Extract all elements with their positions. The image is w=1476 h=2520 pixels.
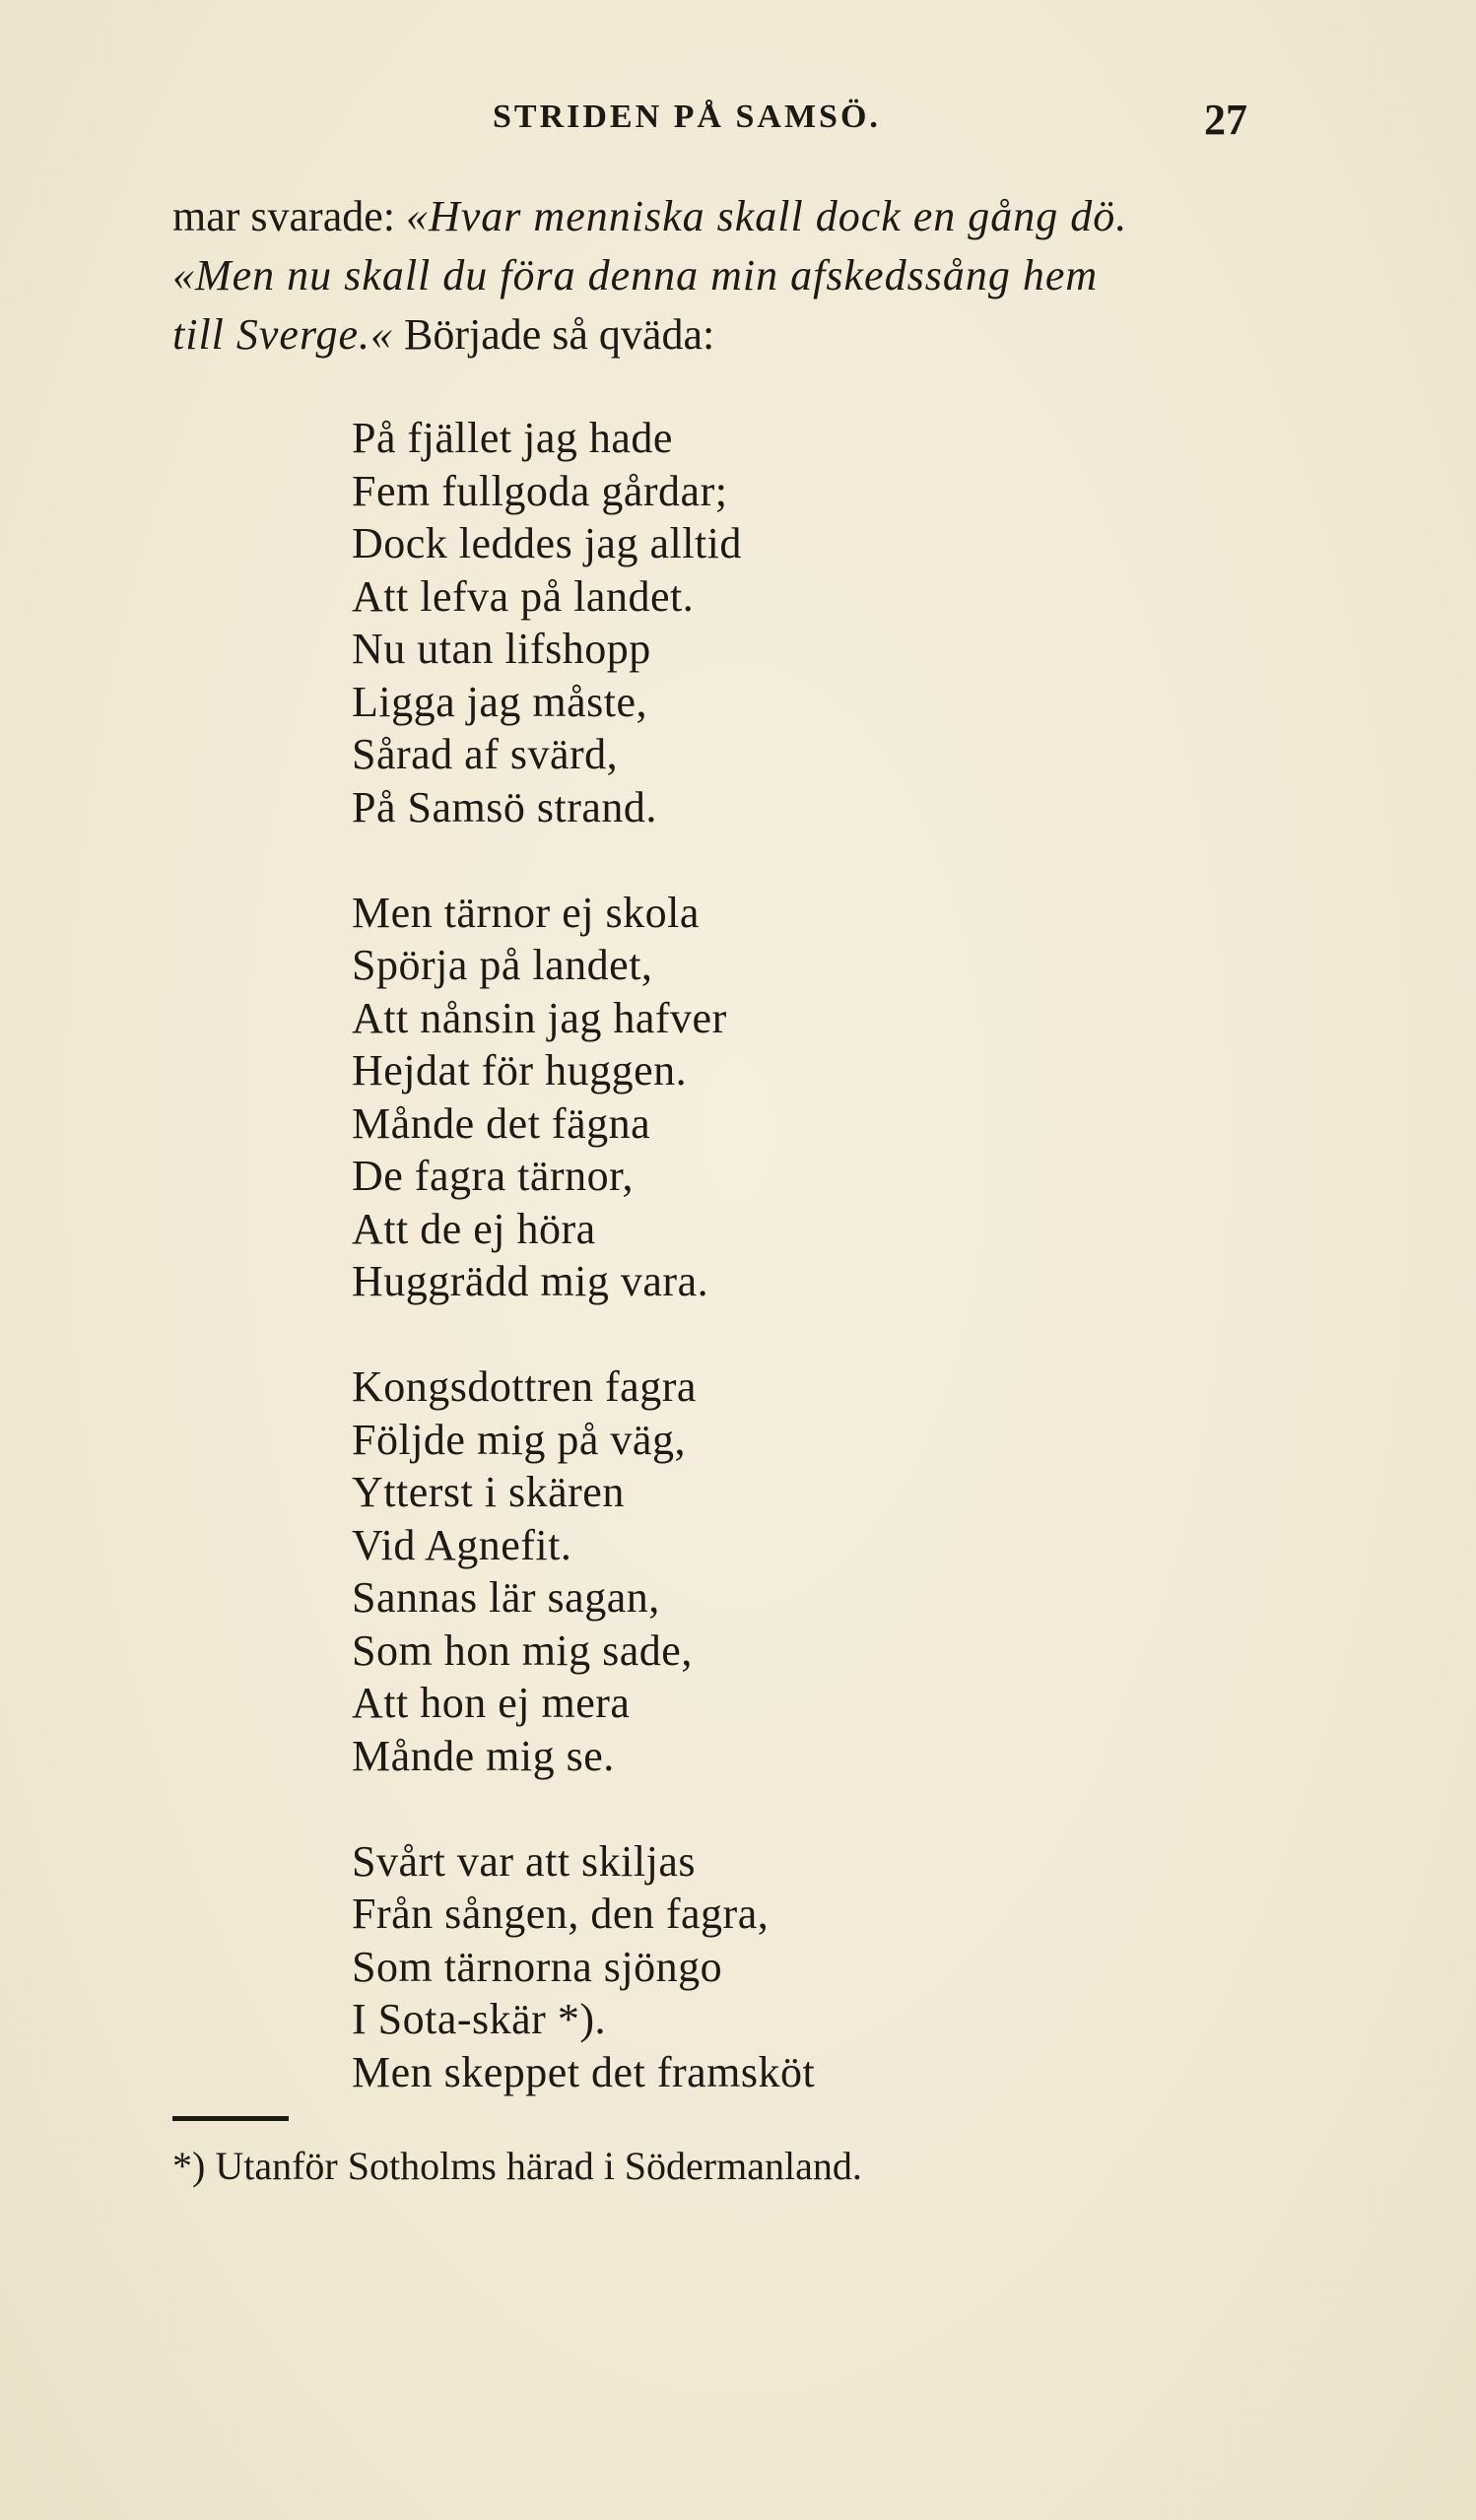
intro-quote-3: till Sverge.« <box>172 310 393 359</box>
verse-line: Månde det fägna <box>352 1098 651 1148</box>
page-number: 27 <box>1204 96 1247 144</box>
verse-line: De fagra tärnor, <box>352 1152 634 1200</box>
verse-line: Sannas lär sagan, <box>352 1573 660 1622</box>
intro-lead-text: mar svarade: <box>172 192 395 240</box>
verse-line: Månde mig se. <box>352 1731 615 1780</box>
intro-line-3 <box>172 305 1325 365</box>
intro-line-1 <box>172 187 1325 246</box>
verse-line: Att hon ej mera <box>352 1679 631 1727</box>
verse-line: Svårt var att skiljas <box>352 1836 696 1886</box>
running-head: STRIDEN PÅ SAMSÖ. <box>493 99 881 135</box>
intro-rest-text: Började så qväda: <box>403 310 715 359</box>
verse-line: Men skeppet det framsköt <box>352 2047 816 2096</box>
stanza-4 <box>352 1835 815 2099</box>
footnote: *) Utanför Sotholms härad i Södermanland. <box>172 2144 862 2188</box>
verse-line: Spörja på landet, <box>352 941 653 989</box>
verse-line: Huggrädd mig vara. <box>352 1257 709 1305</box>
stanza-3 <box>352 1360 815 1782</box>
verse-line: På Samsö strand. <box>352 782 657 831</box>
verse-line: Dock leddes jag alltid <box>352 519 742 567</box>
verse-line: Som hon mig sade, <box>352 1625 693 1675</box>
verse-line: Att lefva på landet. <box>352 571 695 621</box>
intro-line-2: «Men nu skall du föra denna min afskedssång hem <box>172 251 1099 299</box>
verse-line: Nu utan lifshopp <box>352 625 651 673</box>
verse-line: Följde mig på väg, <box>352 1415 686 1464</box>
poem <box>352 412 815 2152</box>
verse-line: I Sota-skär *). <box>352 1995 606 2043</box>
verse-line: Hejdat för huggen. <box>352 1046 688 1094</box>
verse-line: Kongsdottren fagra <box>352 1362 697 1411</box>
verse-line: Men tärnor ej skola <box>352 888 700 937</box>
stanza-1 <box>352 412 815 833</box>
verse-line: Att nånsin jag hafver <box>352 993 727 1042</box>
intro-quote-1: «Hvar menniska skall dock en gång dö. <box>406 192 1128 240</box>
footnote-rule <box>172 2116 289 2121</box>
verse-line: Som tärnorna sjöngo <box>352 1942 723 1991</box>
verse-line: Fem fullgoda gårdar; <box>352 466 728 515</box>
verse-line: Vid Agnefit. <box>352 1520 572 1569</box>
verse-line: Sårad af svärd, <box>352 730 619 778</box>
verse-line: På fjället jag hade <box>352 414 673 462</box>
intro-paragraph <box>172 187 1325 365</box>
verse-line: Från sången, den fagra, <box>352 1890 770 1938</box>
stanza-2 <box>352 887 815 1308</box>
verse-line: Att de ej höra <box>352 1204 596 1253</box>
verse-line: Ligga jag måste, <box>352 677 648 726</box>
verse-line: Ytterst i skären <box>352 1468 625 1516</box>
